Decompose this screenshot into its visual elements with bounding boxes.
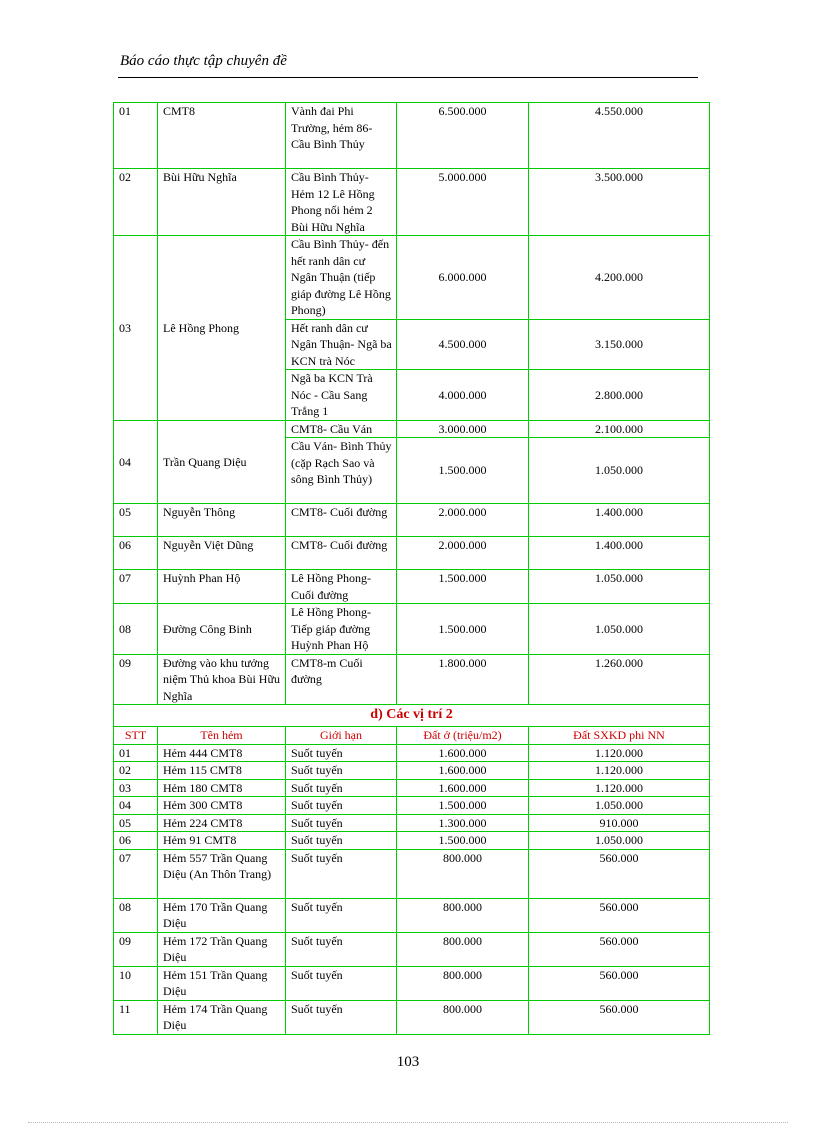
segment-limit: Cầu Bình Thủy- Hẻm 12 Lê Hồng Phong nối hẻm 2 Bùi Hữu Nghĩa bbox=[286, 169, 397, 236]
price-business: 560.000 bbox=[529, 966, 710, 1000]
price-business: 4.200.000 bbox=[529, 236, 710, 320]
table-row bbox=[114, 898, 710, 932]
section-title: d) Các vị trí 2 bbox=[114, 705, 710, 727]
row-stt: 05 bbox=[114, 814, 158, 832]
row-stt: 02 bbox=[114, 762, 158, 780]
price-business: 3.150.000 bbox=[529, 319, 710, 370]
row-stt: 02 bbox=[114, 169, 158, 236]
price-business: 1.260.000 bbox=[529, 654, 710, 705]
table-row bbox=[114, 570, 710, 604]
segment-limit: Vành đai Phi Trường, hẻm 86- Cầu Bình Thủy bbox=[286, 103, 397, 169]
table-row bbox=[114, 420, 710, 438]
street-name: Đường Công Binh bbox=[158, 604, 286, 655]
row-stt: 01 bbox=[114, 744, 158, 762]
segment-limit: Ngã ba KCN Trà Nóc - Cầu Sang Trắng 1 bbox=[286, 370, 397, 421]
row-stt: 06 bbox=[114, 537, 158, 570]
segment-limit: Cầu Ván- Bình Thủy (cặp Rạch Sao và sông Bình Thủy) bbox=[286, 438, 397, 504]
segment-limit: CMT8- Cầu Ván bbox=[286, 420, 397, 438]
header-stt: STT bbox=[114, 727, 158, 745]
alley-name: Hẻm 444 CMT8 bbox=[158, 744, 286, 762]
segment-limit: Lê Hồng Phong- Tiếp giáp đường Huỳnh Phan Hộ bbox=[286, 604, 397, 655]
table-row bbox=[114, 814, 710, 832]
price-business: 1.050.000 bbox=[529, 797, 710, 815]
table-row bbox=[114, 537, 710, 570]
row-stt: 09 bbox=[114, 654, 158, 705]
price-residential: 1.500.000 bbox=[397, 604, 529, 655]
price-residential: 800.000 bbox=[397, 932, 529, 966]
alley-limit: Suốt tuyến bbox=[286, 1000, 397, 1034]
row-stt: 05 bbox=[114, 504, 158, 537]
price-business: 1.400.000 bbox=[529, 504, 710, 537]
row-stt: 04 bbox=[114, 797, 158, 815]
price-business: 1.050.000 bbox=[529, 438, 710, 504]
alley-limit: Suốt tuyến bbox=[286, 898, 397, 932]
street-name: Đường vào khu tưởng niệm Thủ khoa Bùi Hữu Nghĩa bbox=[158, 654, 286, 705]
segment-limit: Cầu Bình Thủy- đến hết ranh dân cư Ngân Thuận (tiếp giáp đường Lê Hồng Phong) bbox=[286, 236, 397, 320]
alley-limit: Suốt tuyến bbox=[286, 849, 397, 898]
alley-name: Hẻm 557 Trần Quang Diệu (An Thôn Trang) bbox=[158, 849, 286, 898]
alley-name: Hẻm 91 CMT8 bbox=[158, 832, 286, 850]
price-residential: 1.500.000 bbox=[397, 797, 529, 815]
price-residential: 1.500.000 bbox=[397, 438, 529, 504]
row-stt: 01 bbox=[114, 103, 158, 169]
table-row bbox=[114, 236, 710, 320]
price-business: 560.000 bbox=[529, 932, 710, 966]
segment-limit: Lê Hồng Phong- Cuối đường bbox=[286, 570, 397, 604]
table-row bbox=[114, 169, 710, 236]
alley-name: Hẻm 115 CMT8 bbox=[158, 762, 286, 780]
street-name: Lê Hồng Phong bbox=[158, 236, 286, 421]
land-price-table bbox=[113, 102, 710, 1035]
price-business: 1.120.000 bbox=[529, 779, 710, 797]
price-residential: 2.000.000 bbox=[397, 537, 529, 570]
alley-name: Hẻm 180 CMT8 bbox=[158, 779, 286, 797]
page-number: 103 bbox=[396, 1054, 420, 1070]
price-business: 1.400.000 bbox=[529, 537, 710, 570]
alley-limit: Suốt tuyến bbox=[286, 779, 397, 797]
table-row bbox=[114, 744, 710, 762]
table-row bbox=[114, 1000, 710, 1034]
table-row bbox=[114, 604, 710, 655]
header-land: Đất ở (triệu/m2) bbox=[397, 727, 529, 745]
price-business: 1.050.000 bbox=[529, 604, 710, 655]
price-residential: 4.000.000 bbox=[397, 370, 529, 421]
alley-limit: Suốt tuyến bbox=[286, 932, 397, 966]
table-row bbox=[114, 849, 710, 898]
price-residential: 1.600.000 bbox=[397, 762, 529, 780]
street-name: Nguyễn Việt Dũng bbox=[158, 537, 286, 570]
row-stt: 04 bbox=[114, 420, 158, 504]
row-stt: 10 bbox=[114, 966, 158, 1000]
price-business: 2.100.000 bbox=[529, 420, 710, 438]
row-stt: 03 bbox=[114, 779, 158, 797]
price-business: 560.000 bbox=[529, 1000, 710, 1034]
header-rule bbox=[118, 77, 698, 78]
street-name: Trần Quang Diệu bbox=[158, 420, 286, 504]
street-name: CMT8 bbox=[158, 103, 286, 169]
table-row bbox=[114, 832, 710, 850]
alley-limit: Suốt tuyến bbox=[286, 966, 397, 1000]
alley-name: Hẻm 172 Trần Quang Diệu bbox=[158, 932, 286, 966]
price-residential: 800.000 bbox=[397, 966, 529, 1000]
price-residential: 800.000 bbox=[397, 849, 529, 898]
row-stt: 09 bbox=[114, 932, 158, 966]
row-stt: 11 bbox=[114, 1000, 158, 1034]
segment-limit: CMT8- Cuối đường bbox=[286, 504, 397, 537]
price-business: 560.000 bbox=[529, 898, 710, 932]
price-business: 4.550.000 bbox=[529, 103, 710, 169]
alley-limit: Suốt tuyến bbox=[286, 744, 397, 762]
row-stt: 07 bbox=[114, 570, 158, 604]
table-row bbox=[114, 654, 710, 705]
row-stt: 07 bbox=[114, 849, 158, 898]
price-business: 560.000 bbox=[529, 849, 710, 898]
table-row bbox=[114, 762, 710, 780]
price-residential: 4.500.000 bbox=[397, 319, 529, 370]
price-business: 1.050.000 bbox=[529, 570, 710, 604]
row-stt: 08 bbox=[114, 604, 158, 655]
table-row bbox=[114, 932, 710, 966]
price-business: 3.500.000 bbox=[529, 169, 710, 236]
price-business: 1.050.000 bbox=[529, 832, 710, 850]
price-residential: 1.600.000 bbox=[397, 744, 529, 762]
table-row bbox=[114, 779, 710, 797]
table-row bbox=[114, 797, 710, 815]
price-residential: 3.000.000 bbox=[397, 420, 529, 438]
alley-name: Hẻm 170 Trần Quang Diệu bbox=[158, 898, 286, 932]
table-row bbox=[114, 103, 710, 169]
alley-limit: Suốt tuyến bbox=[286, 797, 397, 815]
row-stt: 06 bbox=[114, 832, 158, 850]
row-stt: 08 bbox=[114, 898, 158, 932]
alley-limit: Suốt tuyến bbox=[286, 762, 397, 780]
header-limit: Giới hạn bbox=[286, 727, 397, 745]
header-sxkd: Đất SXKD phi NN bbox=[529, 727, 710, 745]
alley-limit: Suốt tuyến bbox=[286, 832, 397, 850]
row-stt: 03 bbox=[114, 236, 158, 421]
price-residential: 1.500.000 bbox=[397, 832, 529, 850]
table-row bbox=[114, 504, 710, 537]
page-header-title: Báo cáo thực tập chuyên đề bbox=[120, 53, 287, 69]
table-row bbox=[114, 966, 710, 1000]
price-residential: 800.000 bbox=[397, 1000, 529, 1034]
price-residential: 1.500.000 bbox=[397, 570, 529, 604]
price-residential: 1.800.000 bbox=[397, 654, 529, 705]
segment-limit: CMT8-m Cuối đường bbox=[286, 654, 397, 705]
price-residential: 800.000 bbox=[397, 898, 529, 932]
price-business: 910.000 bbox=[529, 814, 710, 832]
price-business: 1.120.000 bbox=[529, 744, 710, 762]
street-name: Huỳnh Phan Hộ bbox=[158, 570, 286, 604]
price-business: 1.120.000 bbox=[529, 762, 710, 780]
price-residential: 2.000.000 bbox=[397, 504, 529, 537]
alley-name: Hẻm 224 CMT8 bbox=[158, 814, 286, 832]
alley-name: Hẻm 151 Trần Quang Diệu bbox=[158, 966, 286, 1000]
section-title-row bbox=[114, 705, 710, 727]
price-residential: 1.300.000 bbox=[397, 814, 529, 832]
price-residential: 1.600.000 bbox=[397, 779, 529, 797]
price-residential: 6.500.000 bbox=[397, 103, 529, 169]
alley-name: Hẻm 174 Trần Quang Diệu bbox=[158, 1000, 286, 1034]
street-name: Bùi Hữu Nghĩa bbox=[158, 169, 286, 236]
alley-limit: Suốt tuyến bbox=[286, 814, 397, 832]
segment-limit: CMT8- Cuối đường bbox=[286, 537, 397, 570]
header-name: Tên hẻm bbox=[158, 727, 286, 745]
segment-limit: Hết ranh dân cư Ngân Thuận- Ngã ba KCN trà Nóc bbox=[286, 319, 397, 370]
alley-name: Hẻm 300 CMT8 bbox=[158, 797, 286, 815]
street-name: Nguyễn Thông bbox=[158, 504, 286, 537]
table-header-row bbox=[114, 727, 710, 745]
price-business: 2.800.000 bbox=[529, 370, 710, 421]
price-residential: 6.000.000 bbox=[397, 236, 529, 320]
price-residential: 5.000.000 bbox=[397, 169, 529, 236]
